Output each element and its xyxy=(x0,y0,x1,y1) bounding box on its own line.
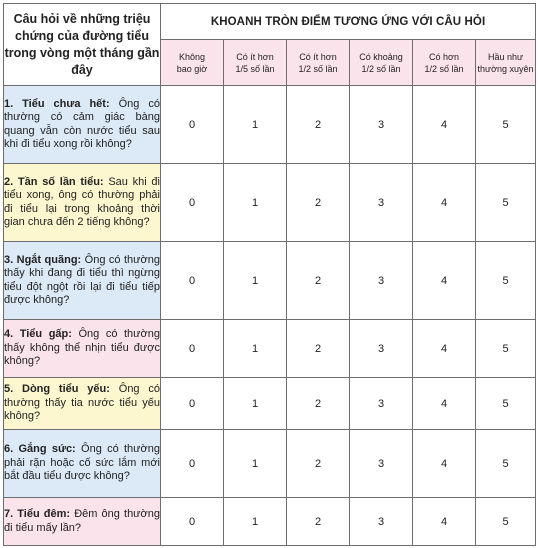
score-cell[interactable]: 0 xyxy=(161,242,224,320)
table-row xyxy=(4,242,536,320)
table-row xyxy=(4,430,536,498)
score-cell[interactable]: 2 xyxy=(287,498,350,546)
score-cell[interactable]: 1 xyxy=(224,320,287,378)
score-cell[interactable]: 0 xyxy=(161,498,224,546)
score-cell[interactable]: 3 xyxy=(350,242,413,320)
score-cell[interactable]: 2 xyxy=(287,378,350,430)
score-cell[interactable]: 1 xyxy=(224,242,287,320)
score-cell[interactable]: 0 xyxy=(161,164,224,242)
score-cell[interactable]: 4 xyxy=(413,430,476,498)
score-cell[interactable]: 5 xyxy=(476,242,536,320)
option-header-4: Có hơn 1/2 số lần xyxy=(413,40,476,86)
option-header-0: Không bao giờ xyxy=(161,40,224,86)
score-cell[interactable]: 4 xyxy=(413,378,476,430)
option-header-2: Có ít hơn 1/2 số lần xyxy=(287,40,350,86)
option-header-5: Hầu như thường xuyên xyxy=(476,40,536,86)
table-row xyxy=(4,498,536,546)
question-5: 5. Dòng tiểu yếu: Ông có thường thấy tia nước tiểu yếu không? xyxy=(4,378,161,430)
score-cell[interactable]: 4 xyxy=(413,242,476,320)
score-cell[interactable]: 0 xyxy=(161,86,224,164)
score-cell[interactable]: 2 xyxy=(287,430,350,498)
score-cell[interactable]: 5 xyxy=(476,320,536,378)
score-cell[interactable]: 2 xyxy=(287,86,350,164)
table-row xyxy=(4,164,536,242)
question-2: 2. Tần số lần tiểu: Sau khi đi tiểu xong, ông có thường phải đi tiểu lại trong khoảng thời gian chưa đến 2 tiếng không? xyxy=(4,164,161,242)
option-header-3: Có khoảng 1/2 số lần xyxy=(350,40,413,86)
question-3: 3. Ngắt quãng: Ông có thường thấy khi đang đi tiểu thì ngừng tiểu đột ngột rồi lại đi tiểu tiếp được không? xyxy=(4,242,161,320)
table-title: KHOANH TRÒN ĐIỂM TƯƠNG ỨNG VỚI CÂU HỎI xyxy=(161,4,536,40)
score-cell[interactable]: 5 xyxy=(476,164,536,242)
score-cell[interactable]: 0 xyxy=(161,378,224,430)
question-7: 7. Tiểu đêm: Đêm ông thường đi tiểu mấy lần? xyxy=(4,498,161,546)
score-cell[interactable]: 3 xyxy=(350,86,413,164)
score-cell[interactable]: 4 xyxy=(413,86,476,164)
score-cell[interactable]: 2 xyxy=(287,242,350,320)
score-cell[interactable]: 5 xyxy=(476,86,536,164)
question-1: 1. Tiểu chưa hết: Ông có thường có cảm giác bàng quang vẫn còn nước tiểu sau khi đi tiểu xong rồi không? xyxy=(4,86,161,164)
score-cell[interactable]: 5 xyxy=(476,378,536,430)
score-cell[interactable]: 2 xyxy=(287,164,350,242)
score-cell[interactable]: 3 xyxy=(350,320,413,378)
score-cell[interactable]: 1 xyxy=(224,378,287,430)
score-cell[interactable]: 1 xyxy=(224,164,287,242)
question-column-header: Câu hỏi về những triệu chứng của đường tiểu trong vòng một tháng gần đây xyxy=(4,4,161,86)
score-cell[interactable]: 0 xyxy=(161,430,224,498)
score-cell[interactable]: 1 xyxy=(224,498,287,546)
score-cell[interactable]: 3 xyxy=(350,164,413,242)
score-cell[interactable]: 0 xyxy=(161,320,224,378)
score-cell[interactable]: 1 xyxy=(224,86,287,164)
score-cell[interactable]: 5 xyxy=(476,430,536,498)
question-6: 6. Gắng sức: Ông có thường phải rặn hoặc cố sức lắm mới bắt đầu tiểu được không? xyxy=(4,430,161,498)
score-cell[interactable]: 3 xyxy=(350,498,413,546)
score-cell[interactable]: 2 xyxy=(287,320,350,378)
score-cell[interactable]: 4 xyxy=(413,164,476,242)
score-cell[interactable]: 1 xyxy=(224,430,287,498)
option-header-1: Có ít hơn 1/5 số lần xyxy=(224,40,287,86)
table-row xyxy=(4,378,536,430)
score-cell[interactable]: 3 xyxy=(350,430,413,498)
score-cell[interactable]: 4 xyxy=(413,320,476,378)
table-row xyxy=(4,320,536,378)
ipss-questionnaire-table xyxy=(3,3,536,546)
score-cell[interactable]: 5 xyxy=(476,498,536,546)
question-4: 4. Tiểu gấp: Ông có thường thấy không thể nhịn tiểu được không? xyxy=(4,320,161,378)
table-row xyxy=(4,86,536,164)
score-cell[interactable]: 4 xyxy=(413,498,476,546)
score-cell[interactable]: 3 xyxy=(350,378,413,430)
